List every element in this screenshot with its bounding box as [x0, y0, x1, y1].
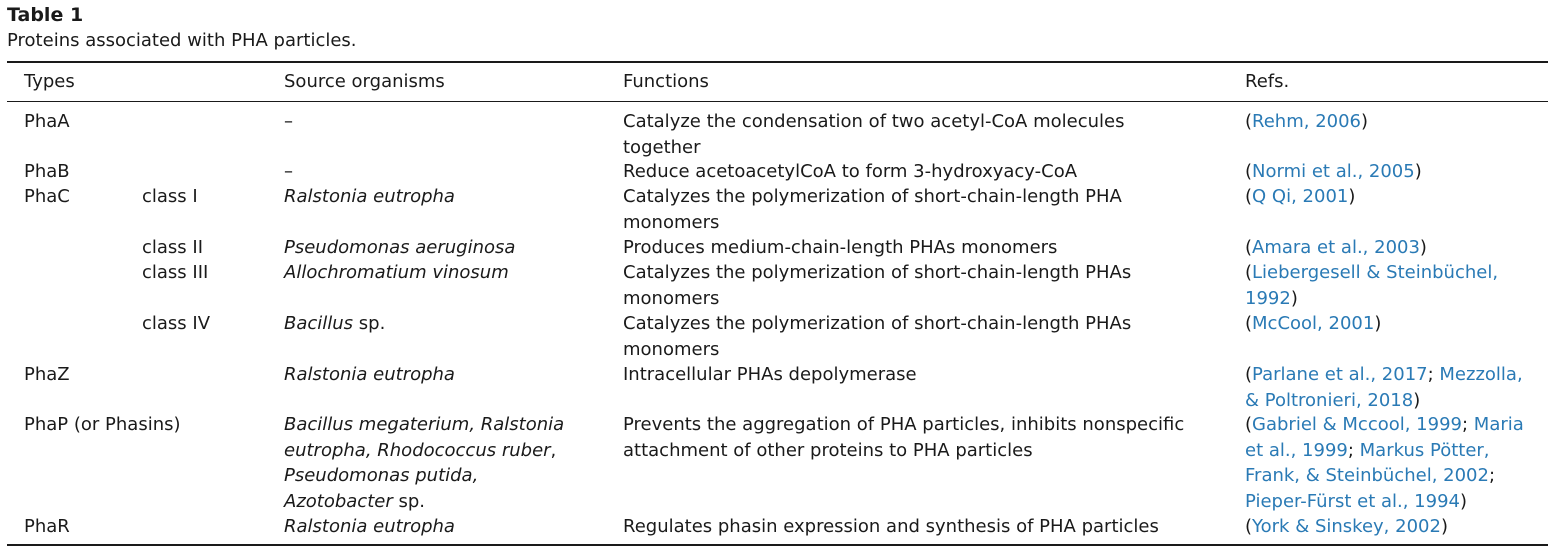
row-phaP-refs: (Gabriel & Mccool, 1999; Maria et al., 1999; Markus Pötter, Frank, & Steinbüchel, 2002; Pieper-Fürst et al., 1994) [1245, 414, 1524, 512]
ref-link[interactable]: McCool, 2001 [1252, 313, 1375, 334]
row-phaZ-function: Intracellular PHAs depolymerase [623, 364, 917, 385]
row-phaC-type: PhaC [24, 186, 70, 207]
row-phaC3-class: class III [142, 262, 209, 283]
top-rule [7, 61, 1548, 63]
ref-link[interactable]: Liebergesell & Steinbüchel, 1992 [1245, 262, 1499, 309]
header-functions: Functions [623, 71, 709, 92]
row-phaR-function: Regulates phasin expression and synthesis of PHA particles [623, 516, 1159, 537]
ref-link[interactable]: York & Sinskey, 2002 [1252, 516, 1441, 537]
row-phaB-function: Reduce acetoacetylCoA to form 3-hydroxyacy-CoA [623, 161, 1078, 182]
header-types: Types [24, 71, 75, 92]
row-phaA-source: – [284, 111, 293, 132]
row-phaZ-source: Ralstonia eutropha [284, 364, 455, 385]
row-phaP-source: Bacillus megaterium, Ralstonia eutropha, Rhodococcus ruber, Pseudomonas putida, Azotobacter sp. [284, 414, 565, 512]
ref-link[interactable]: Normi et al., 2005 [1252, 161, 1415, 182]
ref-link[interactable]: Pieper-Fürst et al., 1994 [1245, 490, 1460, 512]
row-phaC2-class: class II [142, 237, 204, 258]
ref-link[interactable]: Amara et al., 2003 [1252, 237, 1420, 258]
row-phaC1-class: class I [142, 186, 198, 207]
row-phaP-type: PhaP (or Phasins) [24, 414, 181, 435]
row-phaP-function: Prevents the aggregation of PHA particles, inhibits nonspecific attachment of other proteins to PHA particles [623, 414, 1185, 461]
row-phaR-type: PhaR [24, 516, 70, 537]
header-source: Source organisms [284, 71, 445, 92]
table-title: Table 1 [7, 4, 84, 26]
row-phaC1-refs: (Q Qi, 2001) [1245, 186, 1356, 207]
row-phaR-refs: (York & Sinskey, 2002) [1245, 516, 1448, 537]
ref-link[interactable]: Rehm, 2006 [1252, 111, 1361, 132]
row-phaZ-refs: (Parlane et al., 2017; Mezzolla, & Poltronieri, 2018) [1245, 364, 1523, 411]
row-phaC2-refs: (Amara et al., 2003) [1245, 237, 1427, 258]
row-phaB-refs: (Normi et al., 2005) [1245, 161, 1422, 182]
ref-link[interactable]: Gabriel & Mccool, 1999 [1252, 414, 1462, 435]
row-phaC4-refs: (McCool, 2001) [1245, 313, 1382, 334]
header-rule [7, 101, 1548, 102]
row-phaC1-function: Catalyzes the polymerization of short-chain-length PHA monomers [623, 186, 1122, 233]
table-caption: Proteins associated with PHA particles. [7, 30, 357, 51]
ref-link[interactable]: Maria et al., 1999 [1245, 414, 1524, 461]
ref-link[interactable]: Q Qi, 2001 [1252, 186, 1349, 207]
row-phaC2-source: Pseudomonas aeruginosa [284, 237, 516, 258]
row-phaC4-source: Bacillus sp. [284, 313, 386, 334]
ref-link[interactable]: Markus Pötter, Frank, & Steinbüchel, 2002 [1245, 439, 1490, 486]
row-phaA-function: Catalyze the condensation of two acetyl-CoA molecules together [623, 111, 1125, 158]
row-phaC1-source: Ralstonia eutropha [284, 186, 455, 207]
row-phaB-source: – [284, 161, 293, 182]
ref-link[interactable]: Mezzolla, & Poltronieri, 2018 [1245, 364, 1523, 411]
row-phaC3-source: Allochromatium vinosum [284, 262, 509, 283]
row-phaZ-type: PhaZ [24, 364, 70, 385]
ref-link[interactable]: Parlane et al., 2017 [1252, 364, 1428, 385]
row-phaC4-class: class IV [142, 313, 211, 334]
row-phaA-refs: (Rehm, 2006) [1245, 111, 1369, 132]
row-phaC2-function: Produces medium-chain-length PHAs monomers [623, 237, 1058, 258]
row-phaC3-refs: (Liebergesell & Steinbüchel, 1992) [1245, 262, 1499, 309]
header-refs: Refs. [1245, 71, 1290, 92]
row-phaR-source: Ralstonia eutropha [284, 516, 455, 537]
row-phaA-type: PhaA [24, 111, 70, 132]
row-phaB-type: PhaB [24, 161, 70, 182]
row-phaC3-function: Catalyzes the polymerization of short-chain-length PHAs monomers [623, 262, 1132, 309]
bottom-rule [7, 544, 1548, 546]
row-phaC4-function: Catalyzes the polymerization of short-chain-length PHAs monomers [623, 313, 1132, 360]
